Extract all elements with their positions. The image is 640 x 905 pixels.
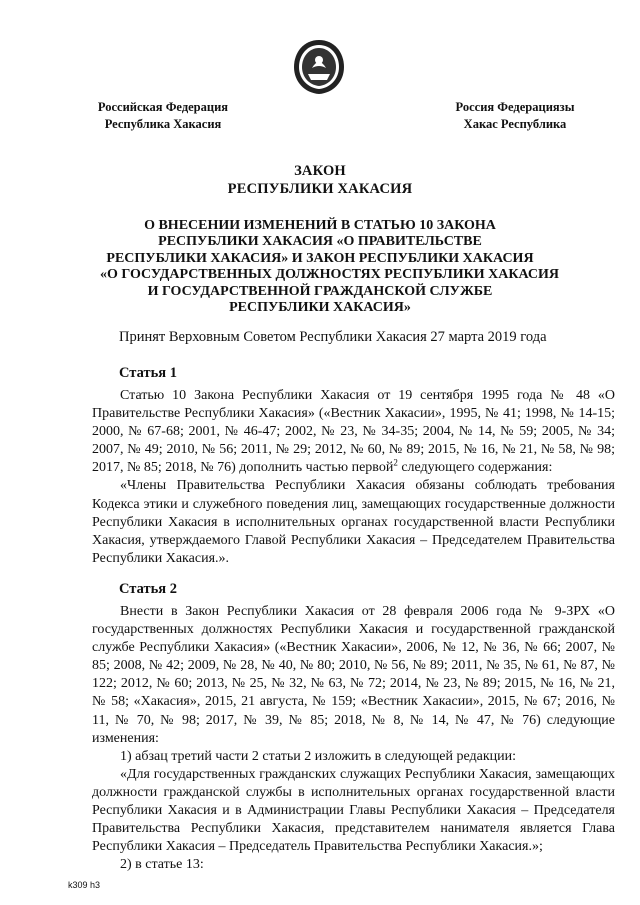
footer-code: k309 h3 [68,880,101,890]
subject-line: РЕСПУБЛИКИ ХАКАСИЯ» [229,300,411,316]
article-2-quote: «Для государственных гражданских служащих Республики Хакасия, замещающих должности гражданской службы в исполнительных органах государственной власти Республики Хакасия и в Администрации Главы Республики Хакасия – Председателя Правительства Республики Хакасия, представителем нанимателя является Глава Республики Хакасия – Председатель Правительства Республики Хакасия.»; [92,766,615,855]
header-right-country: Россия Федерациязы [455,100,575,114]
article-2-body [92,603,615,874]
header-right-republic: Хакас Республика [463,117,567,131]
article-1-quote: «Члены Правительства Республики Хакасия обязаны соблюдать требования Кодекса этики и служебного поведения лиц, замещающих государственные должности Республики Хакасия в исполнительных органах государственной власти Республики Хакасия, утверждаемого Главой Республики Хакасия – Председателем Правительства Республики Хакасия.». [92,478,615,566]
article-1-paragraph [92,387,615,477]
article-1-heading: Статья 1 [119,365,177,381]
header-left-country: Российская Федерация [97,100,229,114]
subject-line: «О ГОСУДАРСТВЕННЫХ ДОЛЖНОСТЯХ РЕСПУБЛИКИ ХАКАСИЯ [100,267,560,283]
article-2-item-2: 2) в статье 13: [120,857,204,873]
superscript: 2 [393,457,398,468]
document-type-title: ЗАКОН [294,163,346,179]
coat-of-arms-icon [290,38,348,96]
article-1-body [92,387,615,568]
article-1-text-end: следующего содержания: [397,460,553,476]
header-left [88,99,238,133]
article-2-heading: Статья 2 [119,581,177,597]
subject-line: РЕСПУБЛИКИ ХАКАСИЯ» И ЗАКОН РЕСПУБЛИКИ ХАКАСИЯ [106,250,534,266]
subject-line: О ВНЕСЕНИИ ИЗМЕНЕНИЙ В СТАТЬЮ 10 ЗАКОНА [144,218,496,233]
header-right [440,99,590,133]
subject-line: РЕСПУБЛИКИ ХАКАСИЯ «О ПРАВИТЕЛЬСТВЕ [158,234,482,250]
article-1-text: Статью 10 Закона Республики Хакасия от 19 сентября 1995 года № 48 «О Правительстве Республики Хакасия» («Вестник Хакасии», 1995, № 41; 1998, № 14-15; 2000, № 67-68; 2001, № 46-47; 2002, № 23, № 34-35; 2004, № 14, № 59; 2005, № 34; 2007, № 49; 2010, № 56; 2011, № 29; 2012, № 60, № 89; 2015, № 16, № 21, № 58, № 98; 2017, № 85; 2018, № 76) дополнить частью первой [92,388,615,476]
subject-line: И ГОСУДАРСТВЕННОЙ ГРАЖДАНСКОЙ СЛУЖБЕ [147,283,493,299]
header-left-republic: Республика Хакасия [104,117,222,131]
document-issuer-title: РЕСПУБЛИКИ ХАКАСИЯ [227,181,413,197]
article-2-paragraph: Внести в Закон Республики Хакасия от 28 февраля 2006 года № 9-ЗРХ «О государственных должностях Республики Хакасия и государственной гражданской службе Республики Хакасия» («Вестник Хакасии», 2006, № 12, № 36, № 66; 2007, № 85; 2008, № 42; 2009, № 28, № 40, № 80; 2010, № 56, № 89; 2011, № 35, № 61, № 87, № 122; 2012, № 60; 2013, № 25, № 32, № 63, № 72; 2014, № 23, № 89; 2015, № 16, № 21, № 58; «Хакасия», 2015, 21 августа, № 159; «Вестник Хакасии», 2015, № 67; 2016, № 11, № 70, № 98; 2017, № 39, № 85; 2018, № 8, № 14, № 47, № 76) следующие изменения: [92,604,615,746]
law-subject-heading [100,218,560,316]
article-2-item-1: 1) абзац третий части 2 статьи 2 изложить в следующей редакции: [120,748,517,764]
acceptance-statement: Принят Верховным Советом Республики Хакасия 27 марта 2019 года [119,329,547,345]
